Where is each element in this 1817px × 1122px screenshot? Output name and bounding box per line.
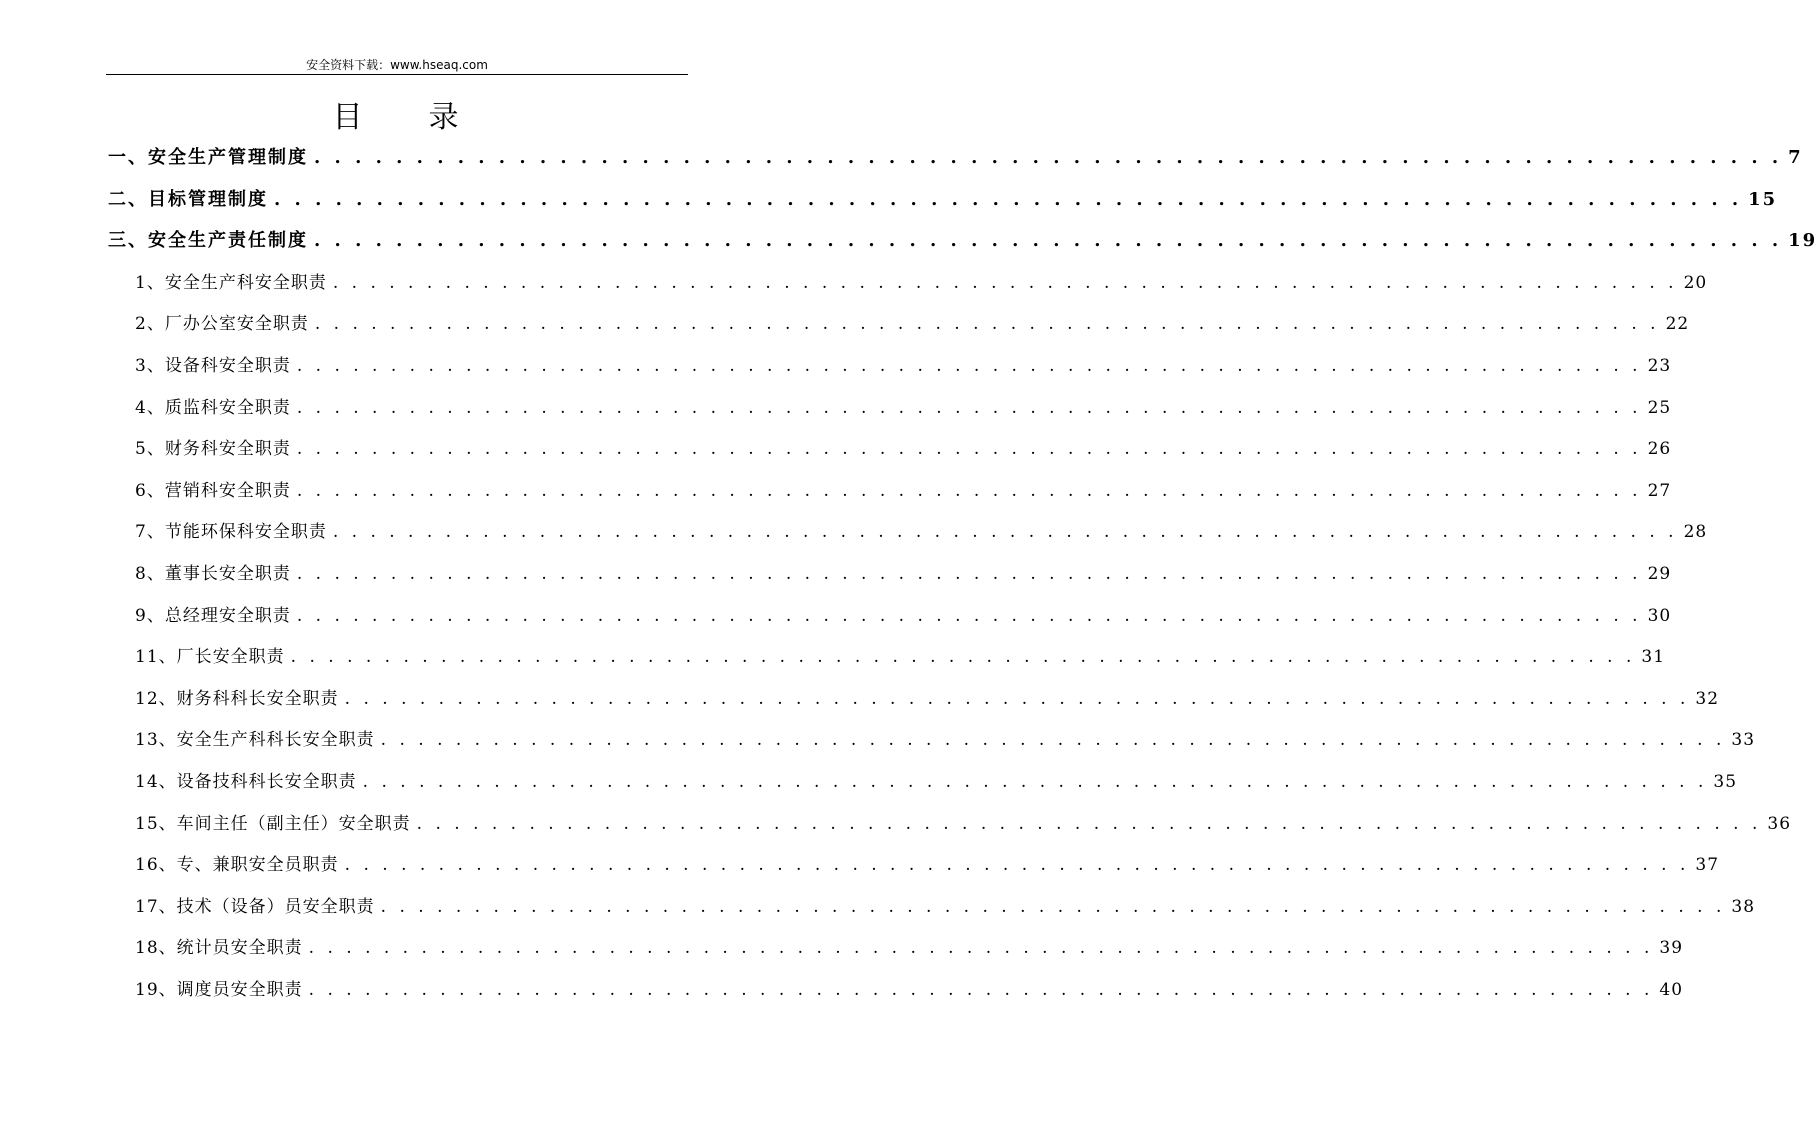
toc-entry-title: 1、安全生产科安全职责 [135,273,327,293]
toc-page-number: 19 [1788,230,1817,251]
toc-entry[interactable] [135,312,1690,336]
toc-page-number: 26 [1647,439,1672,459]
toc-dot-leader: . . . . . . . . . . . . . . . . . . . . . . . . . . . . . . . . . . . . . . . . . . . . . . . . . . . . . . . . . . . . . . . . . . . . . . . . [332,273,1678,293]
toc-dot-leader: . . . . . . . . . . . . . . . . . . . . . . . . . . . . . . . . . . . . . . . . . . . . . . . . . . . . . . . . . . . . . . . . . . . . . . . . [416,814,1762,834]
toc-entry[interactable] [135,437,1672,461]
toc-page-number: 40 [1659,980,1684,1000]
toc-entry-title: 13、安全生产科科长安全职责 [135,730,375,750]
toc-page-number: 30 [1647,606,1672,626]
toc-entry[interactable] [135,396,1672,420]
toc-title: 目 录 [332,100,461,135]
toc-entry[interactable] [135,728,1756,752]
toc-dot-leader: . . . . . . . . . . . . . . . . . . . . . . . . . . . . . . . . . . . . . . . . . . . . . . . . . . . . . . . . . . . . . . . . . . . . . . . . [296,606,1642,626]
toc-entry-title: 7、节能环保科安全职责 [135,522,327,542]
toc-dot-leader: . . . . . . . . . . . . . . . . . . . . . . . . . . . . . . . . . . . . . . . . . . . . . . . . . . . . . . . . . . . . . . . . . . . . . . . . [314,230,1783,251]
toc-dot-leader: . . . . . . . . . . . . . . . . . . . . . . . . . . . . . . . . . . . . . . . . . . . . . . . . . . . . . . . . . . . . . . . . . . . . . . . . [296,439,1642,459]
toc-page-number: 33 [1731,730,1756,750]
toc-page-number: 31 [1641,647,1666,667]
toc-dot-leader: . . . . . . . . . . . . . . . . . . . . . . . . . . . . . . . . . . . . . . . . . . . . . . . . . . . . . . . . . . . . . . . . . . . . . . . . [344,855,1690,875]
toc-entry[interactable] [135,604,1672,628]
toc-page-number: 38 [1731,897,1756,917]
toc-entry[interactable] [108,229,1817,253]
toc-entry-title: 16、专、兼职安全员职责 [135,855,339,875]
toc-dot-leader: . . . . . . . . . . . . . . . . . . . . . . . . . . . . . . . . . . . . . . . . . . . . . . . . . . . . . . . . . . . . . . . . . . . . . . . . [296,564,1642,584]
toc-dot-leader: . . . . . . . . . . . . . . . . . . . . . . . . . . . . . . . . . . . . . . . . . . . . . . . . . . . . . . . . . . . . . . . . . . . . . . . . [296,398,1642,418]
toc-dot-leader: . . . . . . . . . . . . . . . . . . . . . . . . . . . . . . . . . . . . . . . . . . . . . . . . . . . . . . . . . . . . . . . . . . . . . . . . [308,938,1654,958]
toc-dot-leader: . . . . . . . . . . . . . . . . . . . . . . . . . . . . . . . . . . . . . . . . . . . . . . . . . . . . . . . . . . . . . . . . . . . . . . . . [296,481,1642,501]
toc-entry-title: 3、设备科安全职责 [135,356,291,376]
header-divider [106,74,688,75]
toc-page-number: 23 [1647,356,1672,376]
toc-entry-title: 12、财务科科长安全职责 [135,689,339,709]
toc-entry-title: 18、统计员安全职责 [135,938,303,958]
toc-dot-leader: . . . . . . . . . . . . . . . . . . . . . . . . . . . . . . . . . . . . . . . . . . . . . . . . . . . . . . . . . . . . . . . . . . . . . . . . [362,772,1708,792]
toc-entry-title: 19、调度员安全职责 [135,980,303,1000]
toc-entry-title: 4、质监科安全职责 [135,398,291,418]
toc-entry[interactable] [135,936,1684,960]
toc-entry[interactable] [135,978,1684,1002]
toc-entry-title: 15、车间主任（副主任）安全职责 [135,814,411,834]
toc-entry-title: 6、营销科安全职责 [135,481,291,501]
toc-page-number: 22 [1665,314,1690,334]
toc-entry-title: 5、财务科安全职责 [135,439,291,459]
toc-page-number: 15 [1748,189,1778,210]
toc-page-number: 29 [1647,564,1672,584]
toc-entry-title: 17、技术（设备）员安全职责 [135,897,375,917]
toc-entry[interactable] [135,853,1720,877]
toc-dot-leader: . . . . . . . . . . . . . . . . . . . . . . . . . . . . . . . . . . . . . . . . . . . . . . . . . . . . . . . . . . . . . . . . . . . . . . . . [314,314,1660,334]
toc-page-number: 7 [1788,147,1803,168]
toc-page-number: 32 [1695,689,1720,709]
toc-entry-title: 8、董事长安全职责 [135,564,291,584]
toc-dot-leader: . . . . . . . . . . . . . . . . . . . . . . . . . . . . . . . . . . . . . . . . . . . . . . . . . . . . . . . . . . . . . . . . . . . . . . . . [308,980,1654,1000]
toc-entry[interactable] [135,520,1708,544]
toc-dot-leader: . . . . . . . . . . . . . . . . . . . . . . . . . . . . . . . . . . . . . . . . . . . . . . . . . . . . . . . . . . . . . . . . . . . . . . . . [380,730,1726,750]
toc-entry-title: 2、厂办公室安全职责 [135,314,309,334]
toc-dot-leader: . . . . . . . . . . . . . . . . . . . . . . . . . . . . . . . . . . . . . . . . . . . . . . . . . . . . . . . . . . . . . . . . . . . . . . . . [314,147,1783,168]
toc-dot-leader: . . . . . . . . . . . . . . . . . . . . . . . . . . . . . . . . . . . . . . . . . . . . . . . . . . . . . . . . . . . . . . . . . . . . . . . . [380,897,1726,917]
toc-dot-leader: . . . . . . . . . . . . . . . . . . . . . . . . . . . . . . . . . . . . . . . . . . . . . . . . . . . . . . . . . . . . . . . . . . . . . . . . [290,647,1636,667]
toc-entry[interactable] [135,354,1672,378]
toc-page-number: 28 [1683,522,1708,542]
toc-entry[interactable] [135,562,1672,586]
toc-entry[interactable] [135,895,1756,919]
toc-entry[interactable] [108,146,1803,170]
toc-entry[interactable] [135,645,1666,669]
toc-entry[interactable] [108,188,1778,212]
toc-page-number: 36 [1767,814,1792,834]
toc-page-number: 27 [1647,481,1672,501]
toc-page-number: 37 [1695,855,1720,875]
toc-entry[interactable] [135,271,1708,295]
toc-page-number: 25 [1647,398,1672,418]
toc-dot-leader: . . . . . . . . . . . . . . . . . . . . . . . . . . . . . . . . . . . . . . . . . . . . . . . . . . . . . . . . . . . . . . . . . . . . . . . . [344,689,1690,709]
toc-entry[interactable] [135,479,1672,503]
toc-page-number: 39 [1659,938,1684,958]
toc-entry[interactable] [135,770,1738,794]
toc-page-number: 20 [1683,273,1708,293]
toc-entry-title: 二、目标管理制度 [108,189,268,210]
toc-entry[interactable] [135,687,1720,711]
toc-dot-leader: . . . . . . . . . . . . . . . . . . . . . . . . . . . . . . . . . . . . . . . . . . . . . . . . . . . . . . . . . . . . . . . . . . . . . . . . [332,522,1678,542]
toc-entry-title: 14、设备技科科长安全职责 [135,772,357,792]
toc-page-number: 35 [1713,772,1738,792]
page-header: 安全资料下载：www.hseaq.com [306,58,488,72]
toc-entry-title: 11、厂长安全职责 [135,647,285,667]
toc-dot-leader: . . . . . . . . . . . . . . . . . . . . . . . . . . . . . . . . . . . . . . . . . . . . . . . . . . . . . . . . . . . . . . . . . . . . . . . . [274,189,1743,210]
toc-entry-title: 三、安全生产责任制度 [108,230,308,251]
toc-entry[interactable] [135,812,1792,836]
toc-entry-title: 一、安全生产管理制度 [108,147,308,168]
toc-entry-title: 9、总经理安全职责 [135,606,291,626]
toc-dot-leader: . . . . . . . . . . . . . . . . . . . . . . . . . . . . . . . . . . . . . . . . . . . . . . . . . . . . . . . . . . . . . . . . . . . . . . . . [296,356,1642,376]
